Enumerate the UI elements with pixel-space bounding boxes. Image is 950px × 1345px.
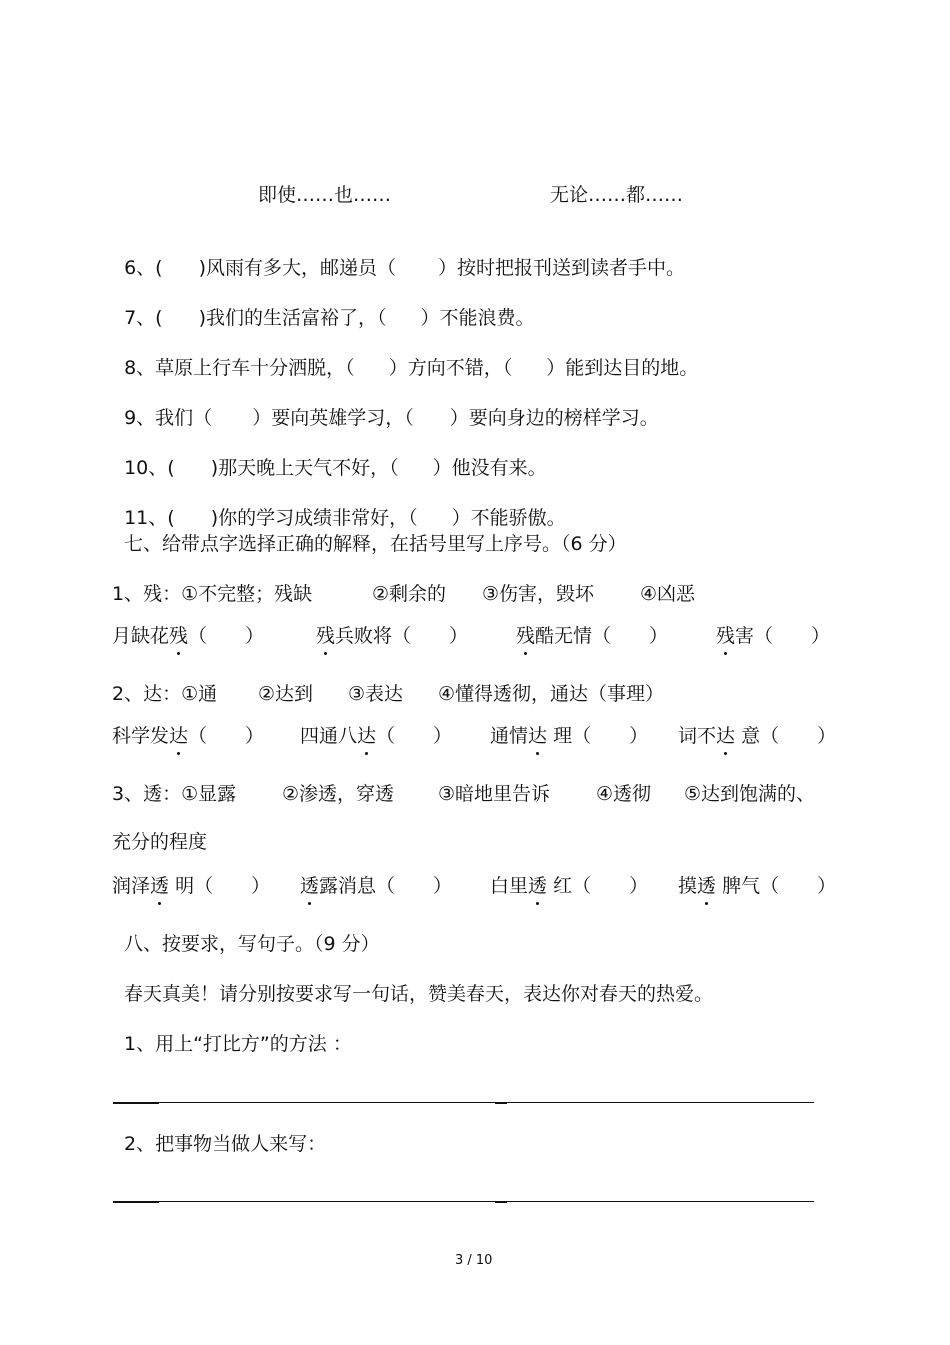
- answer-blank[interactable]: （ ）: [376, 725, 453, 747]
- q2-word: 词不达 意（ ）: [678, 725, 837, 747]
- q1-option: ④凶恶: [640, 583, 696, 605]
- dotted-char: 达: [357, 725, 377, 747]
- answer-blank[interactable]: （ ）: [572, 725, 649, 747]
- q3-option: ②渗透，穿透: [282, 783, 395, 805]
- answer-line-mark: [113, 1102, 159, 1104]
- q2-word: 通情达 理（ ）: [490, 725, 649, 747]
- section-8-q1: 1、用上“打比方”的方法 ：: [124, 1033, 352, 1055]
- dotted-char: 达: [716, 725, 736, 747]
- answer-blank[interactable]: （ ）: [376, 875, 453, 897]
- dotted-char: 透: [300, 875, 320, 897]
- q3-definition-continued: 充分的程度: [112, 831, 208, 853]
- q3-word: 透露消息（ ）: [300, 875, 453, 897]
- fill-item-8: 8、草原上行车十分洒脱，（ ）方向不错，（ ）能到达目的地。: [124, 357, 699, 379]
- answer-blank[interactable]: （ ）: [754, 625, 831, 647]
- dotted-char: 残: [516, 625, 536, 647]
- dotted-char: 透: [150, 875, 170, 897]
- q2-option: ④懂得透彻，通达（事理）: [438, 683, 665, 705]
- dotted-char: 透: [528, 875, 548, 897]
- q2-option: ③表达: [348, 683, 404, 705]
- fill-item-11: 11、( )你的学习成绩非常好，（ ）不能骄傲。: [124, 507, 566, 529]
- q1-word: 月缺花残（ ）: [112, 625, 265, 647]
- answer-line-mark: [495, 1102, 507, 1104]
- q2-option: ②达到: [258, 683, 314, 705]
- q1-definition: 1、残：①不完整；残缺: [112, 583, 313, 605]
- answer-blank[interactable]: （ ）: [572, 875, 649, 897]
- fill-item-9: 9、我们（ ）要向英雄学习，（ ）要向身边的榜样学习。: [124, 407, 659, 429]
- dotted-char: 透: [697, 875, 717, 897]
- answer-blank[interactable]: （ ）: [392, 625, 469, 647]
- q2-word: 四通八达（ ）: [300, 725, 453, 747]
- answer-line-mark: [113, 1201, 159, 1203]
- section-7-title: 七、给带点字选择正确的解释，在括号里写上序号。（6 分）: [124, 533, 627, 555]
- fill-item-7: 7、( )我们的生活富裕了，（ ）不能浪费。: [124, 307, 535, 329]
- answer-blank[interactable]: （ ）: [194, 875, 271, 897]
- answer-blank[interactable]: （ ）: [760, 875, 837, 897]
- q3-word: 润泽透 明（ ）: [112, 875, 271, 897]
- q2-word: 科学发达（ ）: [112, 725, 265, 747]
- q3-word: 白里透 红（ ）: [490, 875, 649, 897]
- dotted-char: 残: [316, 625, 336, 647]
- q1-word: 残兵败将（ ）: [316, 625, 469, 647]
- connector-left: 即使……也……: [258, 184, 392, 206]
- fill-item-6: 6、( )风雨有多大，邮递员（ ）按时把报刊送到读者手中。: [124, 257, 686, 279]
- q1-option: ③伤害，毁坏: [482, 583, 595, 605]
- section-8-q2: 2、把事物当做人来写：: [124, 1133, 327, 1155]
- answer-line[interactable]: [159, 1102, 814, 1103]
- dotted-char: 残: [169, 625, 189, 647]
- answer-line[interactable]: [159, 1201, 814, 1202]
- q3-word: 摸透 脾气（ ）: [678, 875, 837, 897]
- q2-definition: 2、达：①通: [112, 683, 218, 705]
- answer-blank[interactable]: （ ）: [760, 725, 837, 747]
- q3-option: ④透彻: [596, 783, 652, 805]
- section-8-intro: 春天真美！请分别按要求写一句话，赞美春天，表达你对春天的热爱。: [124, 983, 714, 1005]
- answer-blank[interactable]: （ ）: [592, 625, 669, 647]
- page-number: 3 / 10: [455, 1253, 493, 1268]
- section-8-title: 八、按要求，写句子。（9 分）: [124, 933, 380, 955]
- q1-word: 残酷无情（ ）: [516, 625, 669, 647]
- q3-option: ③暗地里告诉: [438, 783, 551, 805]
- fill-item-10: 10、( )那天晚上天气不好，（ ）他没有来。: [124, 457, 547, 479]
- dotted-char: 达: [169, 725, 189, 747]
- q3-option: ⑤达到饱满的、: [684, 783, 816, 805]
- q1-word: 残害（ ）: [716, 625, 831, 647]
- connector-right: 无论……都……: [550, 184, 684, 206]
- answer-blank[interactable]: （ ）: [188, 725, 265, 747]
- answer-blank[interactable]: （ ）: [188, 625, 265, 647]
- dotted-char: 残: [716, 625, 736, 647]
- q1-option: ②剩余的: [372, 583, 447, 605]
- dotted-char: 达: [528, 725, 548, 747]
- answer-line-mark: [495, 1201, 507, 1203]
- q3-definition: 3、透：①显露: [112, 783, 237, 805]
